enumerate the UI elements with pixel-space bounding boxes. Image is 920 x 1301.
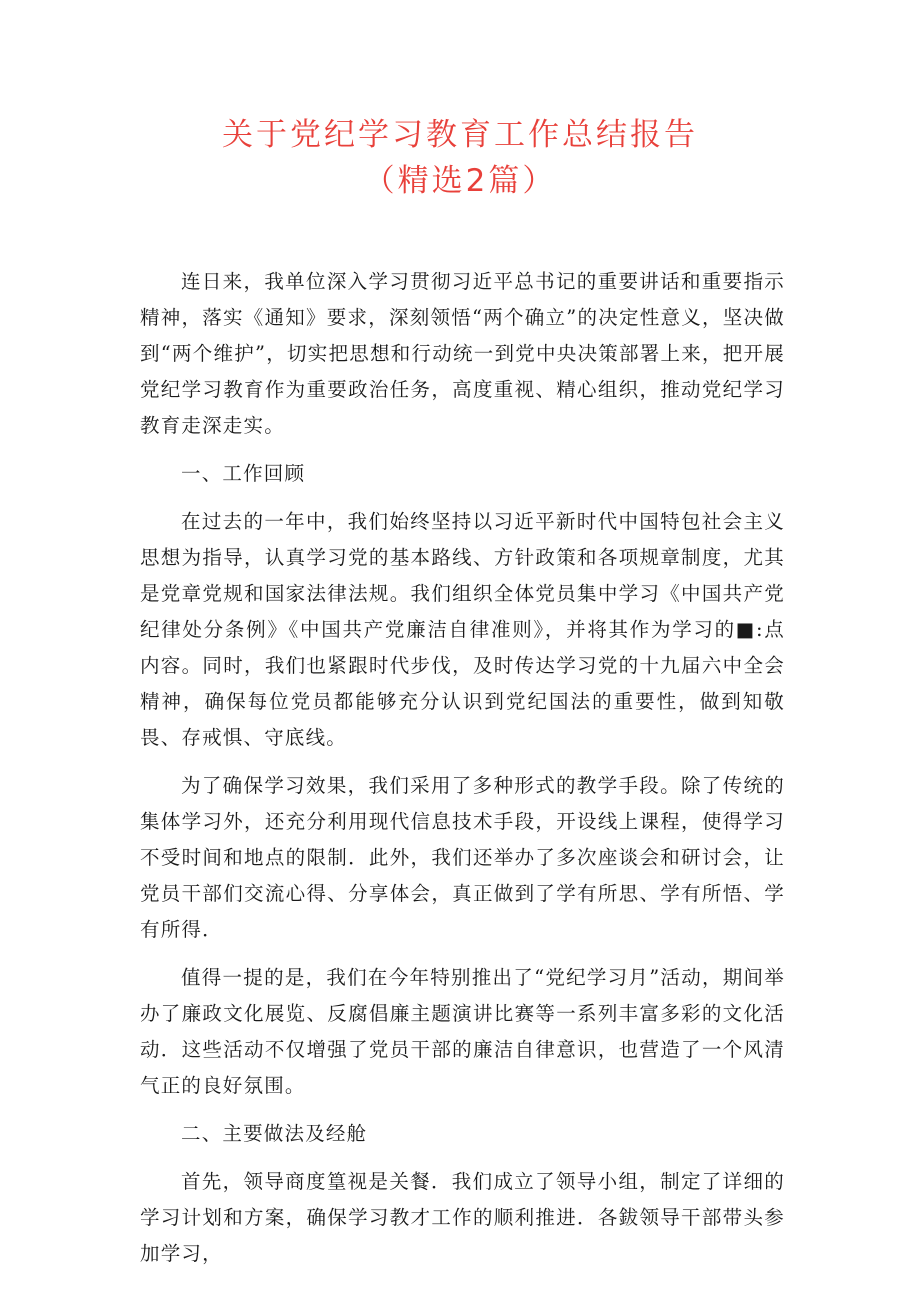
- document-title: [0, 112, 920, 204]
- section-heading-review: 一、工作回顾: [181, 462, 306, 485]
- methods-paragraph-1: 首先，领导商度篁视是关餐．我们成立了领导小组，制定了详细的学习计划和方案，确保学习教才工作的顺利推进．各鈸领导干部带头参加学习，: [140, 1170, 785, 1265]
- intro-paragraph: 连日来，我单位深入学习贯彻习近平总书记的重要讲话和重要指示精神，落实《通知》要求，深刻领悟“两个确立”的决定性意义，坚决做到“两个维护”，切实把思想和行动统一到党中央决策部署上来，把开展党纪学习教育作为重要政治任务，高度重视、精心组织，推动党纪学习教育走深走实。: [140, 270, 785, 437]
- title-line-subtitle: （精选2篇）: [363, 163, 557, 199]
- title-line-main: 关于党纪学习教育工作总结报告: [222, 117, 698, 153]
- document-body: [140, 264, 785, 1284]
- section-heading-methods: 二、主要做法及经舱: [181, 1122, 368, 1145]
- review-paragraph-2: 为了确保学习效果，我们采用了多种形式的教学手段。除了传统的集体学习外，还充分利用现代信息技术手段，开设线上课程，使得学习不受时间和地点的限制．此外，我们还举办了多次座谈会和研讨会，让党员干部们交流心得、分享体会，真正做到了学有所思、学有所悟、学有所得．: [140, 774, 785, 941]
- review-paragraph-1: 在过去的一年中，我们始终坚持以习近平新时代中国特包社会主义思想为指导，认真学习党的基本路线、方针政策和各项规章制度，尤其是党章党规和国家法律法规。我们组织全体党员集中学习《中国共产党纪律处分条例》《中国共产党廉洁自律准则》，并将其作为学习的■:点内容。同时，我们也紧跟时代步伐，及时传达学习党的十九届六中全会精神，确保每位党员都能够充分认识到党纪国法的重要性，做到知敬畏、存戒惧、守底线。: [140, 510, 785, 749]
- review-paragraph-3: 值得一提的是，我们在今年特别推出了“党纪学习月”活动，期间举办了廉政文化展览、反腐倡廉主题演讲比赛等一系列丰富多彩的文化活动．这些活动不仅增强了党员干部的廉洁自律意识，也营造了一个风清气正的良好氛围。: [140, 966, 785, 1097]
